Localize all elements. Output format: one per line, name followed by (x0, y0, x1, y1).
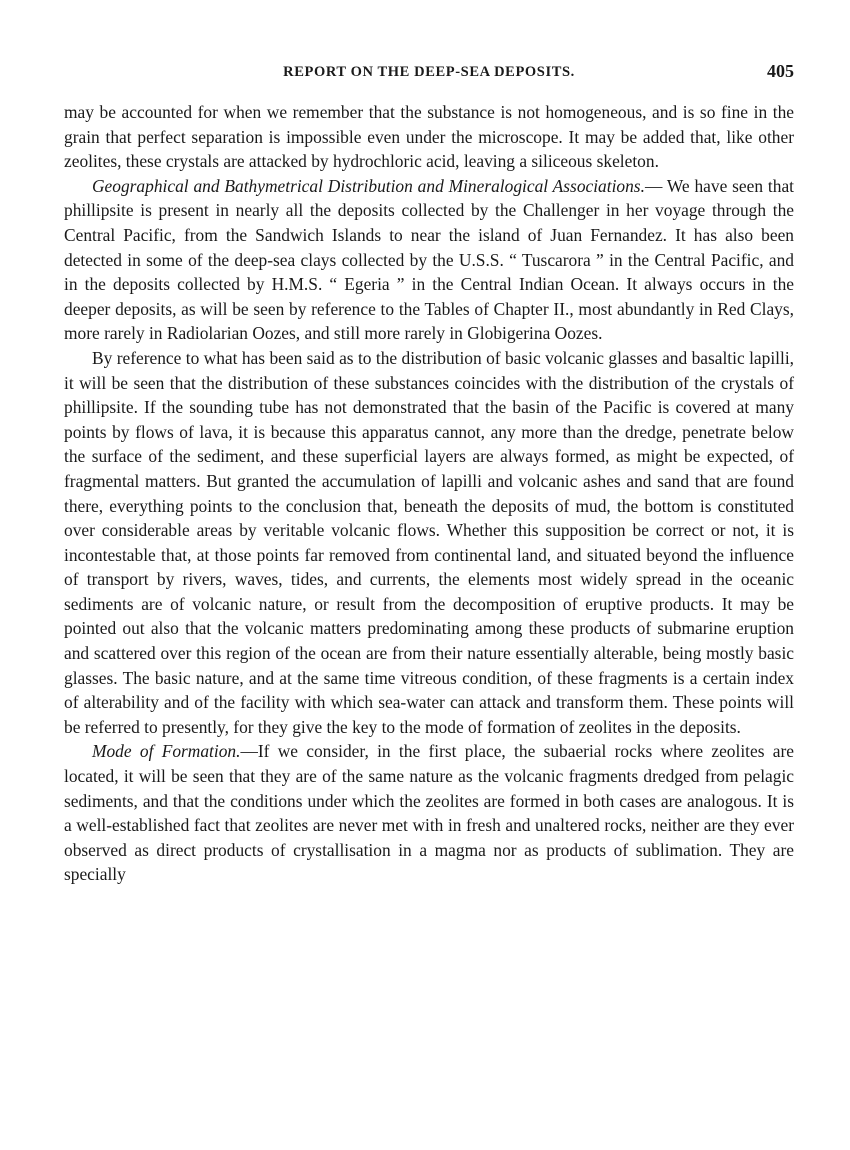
paragraph-continued (64, 100, 794, 174)
paragraph-volcanic (64, 346, 794, 740)
section-heading-distribution: Geographical and Bathymetrical Distribution and Mineralogical Associations. (92, 175, 645, 196)
page-number: 405 (767, 61, 794, 81)
section-heading-formation: Mode of Formation. (92, 741, 241, 762)
paragraph-text: — We have seen that phillipsite is present in nearly all the deposits collected by the Challenger in her voyage through the Central Pacific, from the Sandwich Islands to near the island of Juan Fernandez. It has also been detected in some of the deep-sea clays collected by the U.S.S. “ Tuscarora ” in the Central Pacific, and in the deposits collected by H.M.S. “ Egeria ” in the Central Indian Ocean. It always occurs in the deeper deposits, as will be seen by reference to the Tables of Chapter II., most abundantly in Red Clays, more rarely in Radiolarian Oozes, and still more rarely in Globigerina Oozes. (64, 175, 794, 344)
running-head (64, 60, 794, 90)
running-title: REPORT ON THE DEEP-SEA DEPOSITS. (283, 64, 575, 80)
paragraph-text: —If we consider, in the first place, the subaerial rocks where zeolites are located, it will be seen that they are of the same nature as the volcanic fragments dredged from pelagic sediments, and that the conditions under which the zeolites are formed in both cases are analogous. It is a well-established fact that zeolites are never met with in fresh and unaltered rocks, neither are they ever observed as direct products of crystallisation in a magma nor as products of sublimation. They are specially (64, 741, 794, 885)
document-page (64, 60, 794, 887)
paragraph-formation (64, 739, 794, 887)
paragraph-text: may be accounted for when we remember that the substance is not homogeneous, and is so fine in the grain that perfect separation is impossible even under the microscope. It may be added that, like other zeolites, these crystals are attacked by hydrochloric acid, leaving a siliceous skeleton. (64, 102, 794, 172)
paragraph-text: By reference to what has been said as to the distribution of basic volcanic glasses and basaltic lapilli, it will be seen that the distribution of these substances coincides with the distribution of the crystals of phillipsite. If the sounding tube has not demonstrated that the basin of the Pacific is covered at many points by flows of lava, it is because this apparatus cannot, any more than the dredge, penetrate below the surface of the sediment, and these superficial layers are always formed, as might be expected, of fragmental matters. But granted the accumulation of lapilli and volcanic ashes and sand that are found there, everything points to the conclusion that, beneath the deposits of mud, the bottom is constituted over considerable areas by veritable volcanic flows. Whether this supposition be correct or not, it is incontestable that, at those points far removed from continental land, and situated beyond the influence of transport by rivers, waves, tides, and currents, the elements most widely spread in the oceanic sediments are of volcanic nature, or result from the decomposition of eruptive products. It may be pointed out also that the volcanic matters predominating among these products of submarine eruption and scattered over this region of the ocean are from their nature essentially alterable, being mostly basic glasses. The basic nature, and at the same time vitreous condition, of these fragments is a certain index of alterability and of the facility with which sea-water can attack and transform them. These points will be referred to presently, for they give the key to the mode of formation of zeolites in the deposits. (64, 347, 794, 737)
paragraph-distribution (64, 174, 794, 346)
